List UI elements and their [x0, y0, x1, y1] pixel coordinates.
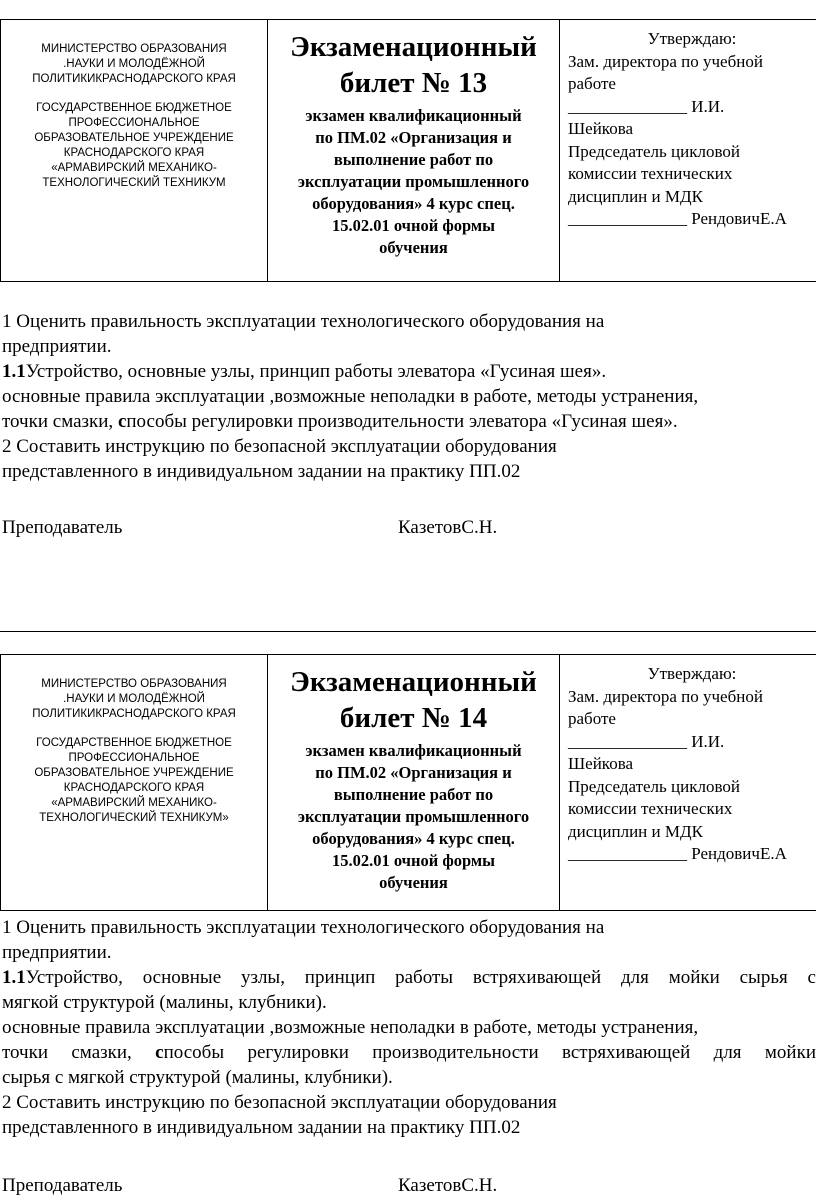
school-line: КРАСНОДАРСКОГО КРАЯ [63, 782, 205, 794]
school-line: КРАСНОДАРСКОГО КРАЯ [63, 147, 205, 159]
question-1: предприятии. [2, 942, 112, 963]
approve-line: дисциплин и МДК [568, 186, 703, 206]
title-cell [268, 655, 560, 911]
exam-subtitle-line: выполнение работ по [333, 785, 494, 804]
ticket-number: билет № 13 [339, 67, 488, 99]
signature-line: ______________ И.И. [568, 731, 725, 751]
exam-subtitle-line: обучения [379, 238, 448, 257]
question-1-1 [2, 359, 816, 384]
approve-line: Председатель цикловой [568, 141, 740, 161]
approval-cell [560, 655, 816, 911]
ticket-14-questions [2, 915, 816, 1140]
question-text: пособы регулировки производительности встряхивающей для мойки [163, 1042, 816, 1063]
ministry-line: .НАУКИ И МОЛОДЁЖНОЙ [63, 58, 205, 70]
question-2: представленного в индивидуальном задании на практику ПП.02 [2, 461, 521, 482]
title-cell [268, 20, 560, 282]
exam-subtitle-line: экзамен квалификационный [305, 106, 522, 125]
ministry-line: .НАУКИ И МОЛОДЁЖНОЙ [63, 693, 205, 705]
approve-line: работе [568, 709, 616, 728]
ticket-title: Экзаменационный [290, 31, 537, 63]
exam-subtitle-line: экзамен квалификационный [305, 741, 522, 760]
organization-cell [1, 20, 268, 282]
exam-subtitle-line: выполнение работ по [333, 150, 494, 169]
bold-letter: с [117, 411, 127, 432]
approve-line: работе [568, 74, 616, 93]
question-number: 1.1 [2, 361, 26, 382]
school-line: «АРМАВИРСКИЙ МЕХАНИКО- [51, 797, 217, 809]
question-1-1: мягкой структурой (малины, клубники). [2, 992, 327, 1013]
signature-line: ______________ РендовичЕ.А [568, 209, 787, 228]
exam-subtitle-line: эксплуатации промышленного [297, 172, 530, 191]
signature-line: ______________ РендовичЕ.А [568, 844, 787, 863]
question-text: точки смазки, [2, 1042, 156, 1063]
exam-subtitle-line: по ПМ.02 «Организация и [315, 763, 512, 782]
question-text: Устройство, основные узлы, принцип работы элеватора «Гусиная шея». [25, 361, 607, 382]
ministry-line: ПОЛИТИКИКРАСНОДАРСКОГО КРАЯ [32, 73, 236, 85]
ticket-title: Экзаменационный [290, 666, 537, 698]
approve-line: дисциплин и МДК [568, 821, 703, 841]
question-number: 1.1 [2, 967, 26, 988]
approve-line: Шейкова [568, 119, 634, 138]
ministry-line: ПОЛИТИКИКРАСНОДАРСКОГО КРАЯ [32, 708, 236, 720]
question-1: предприятии. [2, 336, 112, 357]
exam-subtitle-line: оборудования» 4 курс спец. [312, 829, 515, 848]
school-line: ПРОФЕССИОНАЛЬНОЕ [68, 117, 200, 129]
approve-line: Зам. директора по учебной [568, 51, 763, 71]
question-1-1 [2, 965, 816, 990]
question-text: точки смазки, [2, 411, 118, 432]
ticket-13-questions [2, 309, 816, 484]
school-line: «АРМАВИРСКИЙ МЕХАНИКО- [51, 162, 217, 174]
approve-line: комиссии технических [568, 164, 733, 183]
question-text: пособы регулировки производительности элеватора «Гусиная шея». [126, 411, 678, 432]
school-line: ГОСУДАРСТВЕННОЕ БЮДЖЕТНОЕ [36, 102, 232, 114]
ticket-number: билет № 14 [339, 702, 488, 734]
question-1-1-rules: сырья с мягкой структурой (малины, клубники). [2, 1067, 393, 1088]
teacher-name: КазетовС.Н. [398, 1175, 498, 1196]
school-line: ОБРАЗОВАТЕЛЬНОЕ УЧРЕЖДЕНИЕ [34, 132, 234, 144]
exam-subtitle-line: 15.02.01 очной формы [331, 216, 496, 235]
school-line: ОБРАЗОВАТЕЛЬНОЕ УЧРЕЖДЕНИЕ [34, 767, 234, 779]
approve-heading: Утверждаю: [647, 29, 737, 48]
exam-subtitle-line: оборудования» 4 курс спец. [312, 194, 515, 213]
approve-heading: Утверждаю: [647, 664, 737, 683]
teacher-name: КазетовС.Н. [398, 517, 498, 538]
exam-subtitle-line: 15.02.01 очной формы [331, 851, 496, 870]
approve-line: Шейкова [568, 754, 634, 773]
question-text: Устройство, основные узлы, принцип работы встряхивающей для мойки сырья с [25, 967, 816, 988]
exam-subtitle-line: эксплуатации промышленного [297, 807, 530, 826]
ministry-line: МИНИСТЕРСТВО ОБРАЗОВАНИЯ [41, 678, 227, 690]
signature-line: ______________ И.И. [568, 96, 725, 116]
ticket-14-header [0, 654, 816, 911]
bold-letter: с [155, 1042, 164, 1063]
teacher-label: Преподаватель [2, 517, 123, 538]
question-1-1-rules: основные правила эксплуатации ,возможные неполадки в работе, методы устранения, [2, 386, 699, 407]
teacher-label: Преподаватель [2, 1175, 123, 1196]
approve-line: Зам. директора по учебной [568, 686, 763, 706]
school-line: ТЕХНОЛОГИЧЕСКИЙ ТЕХНИКУМ [42, 177, 226, 189]
organization-cell [1, 655, 268, 911]
ministry-line: МИНИСТЕРСТВО ОБРАЗОВАНИЯ [41, 43, 227, 55]
approve-line: комиссии технических [568, 799, 733, 818]
approve-line: Председатель цикловой [568, 776, 740, 796]
question-1-1-rules: основные правила эксплуатации ,возможные неполадки в работе, методы устранения, [2, 1017, 699, 1038]
school-line: ТЕХНОЛОГИЧЕСКИЙ ТЕХНИКУМ» [39, 812, 229, 824]
exam-subtitle-line: обучения [379, 873, 448, 892]
question-1: 1 Оценить правильность эксплуатации технологического оборудования на [2, 311, 605, 332]
question-1-1-rules [2, 409, 816, 434]
school-line: ГОСУДАРСТВЕННОЕ БЮДЖЕТНОЕ [36, 737, 232, 749]
question-2: 2 Составить инструкцию по безопасной эксплуатации оборудования [2, 436, 557, 457]
exam-subtitle-line: по ПМ.02 «Организация и [315, 128, 512, 147]
ticket-13-header [0, 19, 816, 282]
ticket-divider [0, 631, 816, 632]
question-1: 1 Оценить правильность эксплуатации технологического оборудования на [2, 917, 605, 938]
approval-cell [560, 20, 816, 282]
school-line: ПРОФЕССИОНАЛЬНОЕ [68, 752, 200, 764]
question-2: 2 Составить инструкцию по безопасной эксплуатации оборудования [2, 1092, 557, 1113]
question-2: представленного в индивидуальном задании на практику ПП.02 [2, 1117, 521, 1138]
question-1-1-rules [2, 1040, 816, 1065]
